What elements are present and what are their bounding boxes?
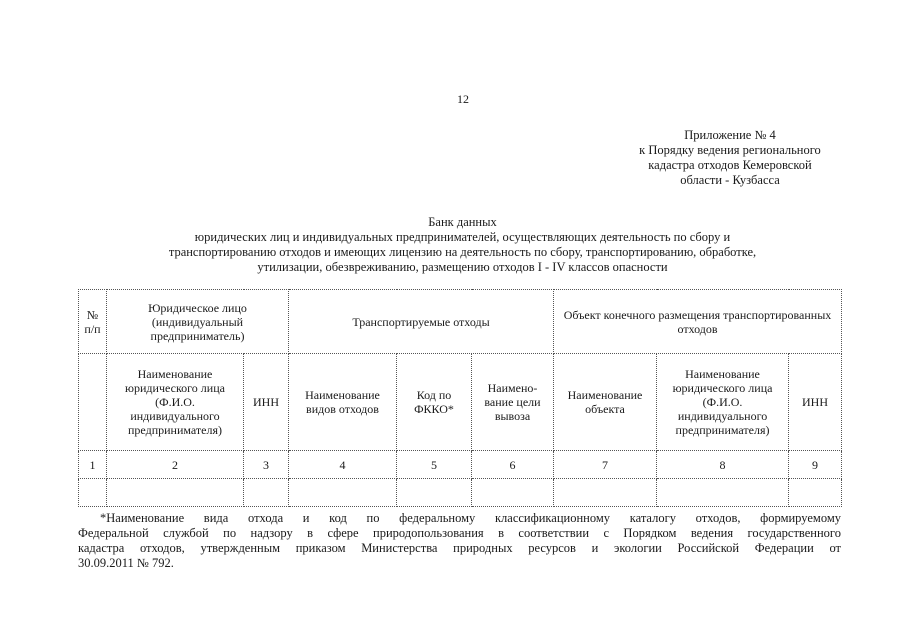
header-owner-name: Наименование юридического лица (Ф.И.О. индивидуального предпринимателя) bbox=[657, 354, 789, 451]
table-cell bbox=[244, 479, 289, 507]
appendix-header bbox=[600, 128, 860, 188]
header-num: № п/п bbox=[79, 290, 107, 354]
registry-table bbox=[78, 289, 842, 507]
table-group-header-row bbox=[79, 290, 842, 354]
column-number: 8 bbox=[657, 451, 789, 479]
table-cell bbox=[789, 479, 842, 507]
header-le-name: Наименование юридического лица (Ф.И.О. индивидуального предпринимателя) bbox=[107, 354, 244, 451]
table-cell bbox=[657, 479, 789, 507]
table-cell bbox=[472, 479, 554, 507]
header-waste-type: Наименование видов отходов bbox=[289, 354, 397, 451]
column-number: 4 bbox=[289, 451, 397, 479]
column-number: 3 bbox=[244, 451, 289, 479]
title-line: юридических лиц и индивидуальных предпринимателей, осуществляющих деятельность по сбору и bbox=[194, 230, 731, 244]
page-number: 12 bbox=[457, 92, 469, 106]
title-line: транспортированию отходов и имеющих лицензию на деятельность по сбору, транспортированию, обработке, bbox=[168, 245, 757, 259]
header-purpose: Наимено-вание цели вывоза bbox=[472, 354, 554, 451]
footnote-line: Федеральной службой по надзору в сфере природопользования в соответствии с Порядком ведения государственного bbox=[78, 526, 841, 540]
header-final-object: Объект конечного размещения транспортированных отходов bbox=[554, 290, 842, 354]
appendix-line: области - Кузбасса bbox=[680, 173, 780, 187]
header-fkko-code: Код по ФККО* bbox=[397, 354, 472, 451]
header-le-inn: ИНН bbox=[244, 354, 289, 451]
header-object-name: Наименование объекта bbox=[554, 354, 657, 451]
table-cell bbox=[289, 479, 397, 507]
table-cell bbox=[554, 479, 657, 507]
table-column-numbers-row bbox=[79, 451, 842, 479]
column-number: 5 bbox=[397, 451, 472, 479]
header-owner-inn: ИНН bbox=[789, 354, 842, 451]
footnote-line: *Наименование вида отхода и код по федеральному классификационному каталогу отходов, формируемому bbox=[100, 511, 841, 525]
footnote-line: 30.09.2011 № 792. bbox=[78, 556, 174, 570]
appendix-line: кадастра отходов Кемеровской bbox=[648, 158, 812, 172]
column-number: 6 bbox=[472, 451, 554, 479]
table-cell bbox=[79, 479, 107, 507]
appendix-line: к Порядку ведения регионального bbox=[639, 143, 821, 157]
title-line: Банк данных bbox=[428, 215, 497, 229]
table-cell bbox=[107, 479, 244, 507]
table-cell bbox=[397, 479, 472, 507]
title-line: утилизации, обезвреживанию, размещению отходов I - IV классов опасности bbox=[257, 260, 668, 274]
column-number: 2 bbox=[107, 451, 244, 479]
column-number: 7 bbox=[554, 451, 657, 479]
column-number: 1 bbox=[79, 451, 107, 479]
document-title bbox=[95, 215, 830, 275]
column-number: 9 bbox=[789, 451, 842, 479]
table-row bbox=[79, 479, 842, 507]
header-blank bbox=[79, 354, 107, 451]
table-sub-header-row bbox=[79, 354, 842, 451]
header-transported-waste: Транспортируемые отходы bbox=[289, 290, 554, 354]
header-legal-entity: Юридическое лицо (индивидуальный предприниматель) bbox=[107, 290, 289, 354]
appendix-line: Приложение № 4 bbox=[684, 128, 776, 142]
footnote-line: кадастра отходов, утвержденным приказом Министерства природных ресурсов и экологии Российской Федерации от bbox=[78, 541, 841, 555]
footnote bbox=[78, 511, 841, 571]
